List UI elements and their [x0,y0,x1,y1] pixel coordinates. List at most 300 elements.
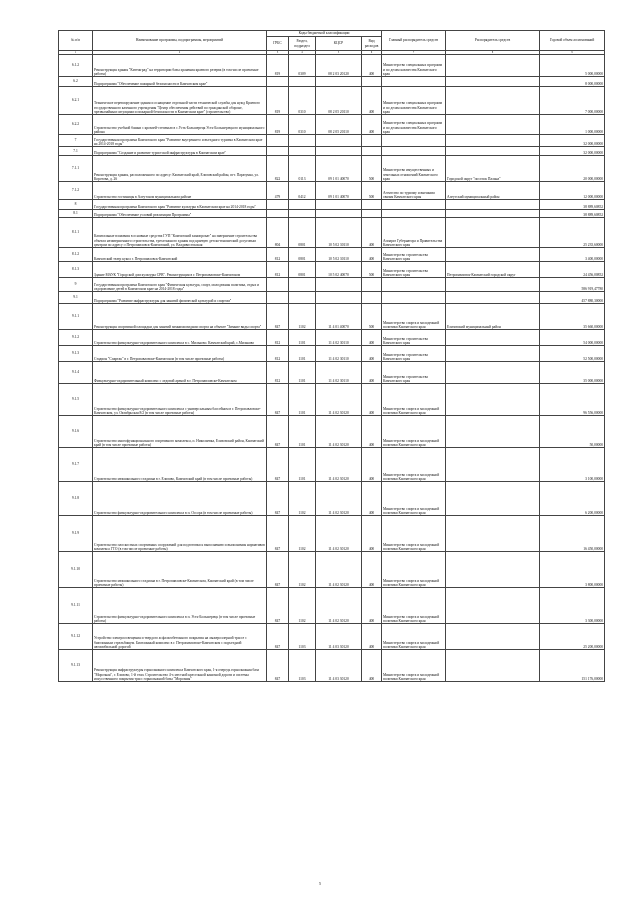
table-row [59,362,605,384]
table-row [59,552,605,588]
row-name: Государственная программа Камчатского края "Физическая культура, спорт, молодежная политика, отдых и оздоровление детей в Камчатском крае на 2014-2018 годы" [93,278,267,292]
row-ksr: 11 4 02 30120 [316,416,362,448]
row-razdel: 0309 [289,55,316,77]
table-row [59,650,605,682]
row-ksr: 11 4 02 30110 [316,346,362,362]
row-razdel: 0801 [289,248,316,262]
row-grbs: 847 [267,448,289,482]
row-vr: 400 [362,55,382,77]
row-grbs: 812 [267,330,289,346]
row-razdel [289,147,316,156]
row-main-recipient [382,200,446,210]
row-ksr: 11 4 01 40070 [316,304,362,330]
row-number: 9.1.13 [59,650,93,682]
row-main-recipient: Министерство спорта и молодежной политики Камчатского края [382,650,446,682]
row-ksr [316,200,362,210]
row-vr: 400 [362,650,382,682]
table-row [59,292,605,304]
row-number: 9.1.5 [59,384,93,416]
row-main-recipient: Министерство строительства Камчатского края [382,346,446,362]
row-ksr: 11 4 02 30110 [316,362,362,384]
row-sum: 96 556,00000 [540,384,605,416]
row-recipient [446,147,540,156]
page-number: 5 [319,881,321,886]
row-grbs [267,210,289,218]
row-razdel: 0801 [289,262,316,278]
row-vr: 400 [362,416,382,448]
row-number: 7.1.2 [59,182,93,200]
row-number: 9.1 [59,292,93,304]
header-sum: Годовой объем ассигнований [540,31,605,51]
row-vr: 400 [362,588,382,624]
row-name: Государственная программа Камчатского края "Развитие культуры в Камчатском крае на 2014-2018 годы" [93,200,267,210]
row-vr [362,278,382,292]
row-ksr: 11 4 02 30120 [316,588,362,624]
row-vr: 400 [362,516,382,552]
row-recipient [446,482,540,516]
row-grbs [267,200,289,210]
row-main-recipient: Агентство по туризму и внешним связям Камчатского края [382,182,446,200]
row-number: 6.2.1 [59,87,93,115]
row-name: Камчатский театр кукол г. Петропавловск-Камчатский [93,248,267,262]
row-name: Реконструкция спортивной площадки для занятий зимними видами спорта на объекте "Зимние виды спорта" [93,304,267,330]
row-main-recipient: Министерство спорта и молодежной политики Камчатского края [382,588,446,624]
row-sum: 6 200,00000 [540,482,605,516]
row-recipient: Алеутский муниципальный район [446,182,540,200]
column-index: 1 [59,51,93,55]
row-sum: 38 889,60852 [540,200,605,210]
row-name: Строительство учебной башни с кровлей-степенью в с.Усть-Большерецк Усть-Большерецкого муниципального района [93,115,267,135]
row-razdel: 0113 [289,156,316,182]
row-name: Строительство физкультурно-оздоровительного комплекса в п. Оссора (в том числе проектные работы) [93,482,267,516]
row-grbs: 812 [267,362,289,384]
row-main-recipient [382,210,446,218]
row-vr: 500 [362,262,382,278]
row-grbs: 847 [267,384,289,416]
row-sum: 3 400,00000 [540,248,605,262]
row-main-recipient: Министерство спорта и молодежной политики Камчатского края [382,304,446,330]
table-row [59,87,605,115]
row-recipient [446,278,540,292]
column-index: 3 [267,51,289,55]
row-main-recipient: Министерство специальных программ и по делам казачества Камчатского края [382,87,446,115]
row-razdel: 1102 [289,588,316,624]
column-index: 2 [93,51,267,55]
row-recipient [446,135,540,147]
row-recipient [446,346,540,362]
row-grbs [267,292,289,304]
row-ksr: 08 2 05 20110 [316,87,362,115]
row-sum: 52 500,00000 [540,346,605,362]
row-vr: 500 [362,304,382,330]
row-number: 9.1.3 [59,346,93,362]
row-razdel [289,77,316,87]
table-row [59,624,605,650]
row-recipient [446,55,540,77]
row-number: 7.1.1 [59,156,93,182]
row-name: Реконструкция здания "Китежград" на территории базы хранения краевого резерва (в том числе проектные работы) [93,55,267,77]
row-number: 8.1.3 [59,262,93,278]
row-name: Физкультурно-оздоровительный комплекс с ледовой ареной в г. Петропавловске-Камчатском [93,362,267,384]
row-ksr: 11 4 02 30110 [316,330,362,346]
row-number: 6.2.2 [59,115,93,135]
header-vr: Вид расходов [362,37,382,51]
row-name: Строительство многофункционального спортивного комплекса, п. Николаевка, Елизовский район, Камчатский край (в том числе проектные работы) [93,416,267,448]
row-vr [362,292,382,304]
row-main-recipient [382,147,446,156]
row-name: Здание МАУК "Городской дом культуры СРВ". Реконструкция в г. Петропавловске-Камчатском [93,262,267,278]
row-vr: 400 [362,448,382,482]
table-row [59,416,605,448]
row-number: 8.1.2 [59,248,93,262]
row-grbs: 847 [267,304,289,330]
row-grbs [267,77,289,87]
column-index: 5 [316,51,362,55]
row-main-recipient: Министерство спорта и молодежной политики Камчатского края [382,384,446,416]
row-name: Подпрограмма "Создание и развитие туристской инфраструктуры в Камчатском крае" [93,147,267,156]
table-row [59,147,605,156]
table-row [59,77,605,87]
row-grbs: 812 [267,346,289,362]
row-number: 8 [59,200,93,210]
row-vr: 400 [362,346,382,362]
row-main-recipient: Министерство строительства Камчатского края [382,262,446,278]
row-recipient [446,77,540,87]
row-vr [362,147,382,156]
row-ksr [316,210,362,218]
row-recipient [446,384,540,416]
row-grbs: 819 [267,115,289,135]
row-main-recipient: Министерство спорта и молодежной политики Камчатского края [382,416,446,448]
header-recipient: Распорядитель средств [446,31,540,51]
row-sum: 38 889,60852 [540,210,605,218]
row-name: Техническое перевооружение здания и оснащение отдельной части технической службы для нужд Краевого государственного казенного учреждения "Центр обеспечения действий по гражданской обороне, чрезвычайным ситуациям и пожарной безопасности в Камчатском крае" (строительство) [93,87,267,115]
row-sum: 35 660,00000 [540,304,605,330]
row-sum: 12 000,00000 [540,182,605,200]
column-index: 6 [362,51,382,55]
row-number: 7.1 [59,147,93,156]
row-sum: 7 000,00000 [540,87,605,115]
row-ksr: 11 4 02 30120 [316,448,362,482]
row-main-recipient: Министерство специальных программ и по делам казачества Камчатского края [382,115,446,135]
row-grbs [267,147,289,156]
row-recipient [446,588,540,624]
row-sum: 32 000,00000 [540,147,605,156]
row-razdel: 1103 [289,624,316,650]
row-ksr: 10 5 02 40070 [316,262,362,278]
row-name: Строительство межшкольного стадиона в г. Петропавловске-Камчатском, Камчатский край (в том числе проектные работы) [93,552,267,588]
row-sum: 3 100,00000 [540,448,605,482]
row-recipient [446,516,540,552]
row-main-recipient: Министерство строительства Камчатского края [382,248,446,262]
row-razdel [289,278,316,292]
row-vr [362,210,382,218]
row-razdel: 1101 [289,346,316,362]
row-sum: 586 919,47780 [540,278,605,292]
row-main-recipient: Министерство спорта и молодежной политики Камчатского края [382,516,446,552]
table-row [59,330,605,346]
row-recipient [446,210,540,218]
row-recipient [446,416,540,448]
row-recipient [446,362,540,384]
table-row [59,516,605,552]
column-index: 4 [289,51,316,55]
row-grbs: 847 [267,588,289,624]
row-grbs [267,278,289,292]
row-main-recipient: Аппарат Губернатора и Правительства Камчатского края [382,218,446,248]
row-razdel: 0310 [289,87,316,115]
row-number: 9.1.7 [59,448,93,482]
row-ksr [316,147,362,156]
row-grbs: 804 [267,218,289,248]
row-razdel: 1103 [289,650,316,682]
row-recipient [446,624,540,650]
row-grbs: 812 [267,248,289,262]
row-vr: 400 [362,624,382,650]
row-sum: 3 800,00000 [540,552,605,588]
row-grbs: 847 [267,516,289,552]
row-recipient: Елизовский муниципальный район [446,304,540,330]
row-razdel: 0310 [289,115,316,135]
row-sum: 35 000,00000 [540,362,605,384]
row-recipient [446,200,540,210]
row-razdel: 0801 [289,218,316,248]
header-grbs: ГРБС [267,37,289,51]
row-name: Подпрограмма "Обеспечение условий реализации Программы" [93,210,267,218]
row-grbs: 822 [267,156,289,182]
row-main-recipient: Министерство спорта и молодежной политики Камчатского края [382,624,446,650]
row-name: Строительство физкультурно-оздоровительного комплекса в с. Мильково. Камчатский край, с.Мильково [93,330,267,346]
row-razdel [289,200,316,210]
row-main-recipient: Министерство специальных программ и по делам казачества Камчатского края [382,55,446,77]
row-sum: 25 235,60000 [540,218,605,248]
table-row [59,182,605,200]
row-vr: 400 [362,384,382,416]
header-ksr: КЦСР [316,37,362,51]
row-main-recipient: Министерство имущественных и земельных отношений Камчатского края [382,156,446,182]
row-number: 9.1.9 [59,516,93,552]
table-row [59,448,605,482]
table-row [59,135,605,147]
row-razdel: 1102 [289,482,316,516]
row-ksr: 11 4 02 30120 [316,482,362,516]
row-recipient [446,218,540,248]
row-ksr: 09 1 01 40070 [316,182,362,200]
row-name: Строительство физкультурно-оздоровительного комплекса с универсальным бассейном в г. Петропавловске-Камчатском, ул. Октябрьская 8/2 (в том числе проектные работы) [93,384,267,416]
row-razdel: 1101 [289,362,316,384]
row-recipient: Городской округ "поселок Палана" [446,156,540,182]
row-vr: 400 [362,552,382,588]
row-recipient [446,87,540,115]
table-row [59,200,605,210]
row-grbs: 819 [267,55,289,77]
row-grbs: 847 [267,650,289,682]
table-row [59,384,605,416]
row-ksr [316,135,362,147]
row-name: Строительство плоскостных спортивных сооружений для подготовки к выполнению и выполнения нормативов комплекса ГТО (в том числе проектные работы) [93,516,267,552]
row-main-recipient: Министерство спорта и молодежной политики Камчатского края [382,448,446,482]
row-name: Стадион "Спартак" в г. Петропавловске-Камчатском (в том числе проектные работы) [93,346,267,362]
table-row [59,278,605,292]
table-row [59,210,605,218]
row-sum: 16 450,00000 [540,516,605,552]
row-grbs: 819 [267,87,289,115]
table-body [59,55,605,682]
row-razdel [289,292,316,304]
row-sum: 25 200,00000 [540,624,605,650]
row-ksr: 10 5 02 30110 [316,218,362,248]
header-razdel: Раздел, подраздел [289,37,316,51]
table-row [59,115,605,135]
row-vr [362,77,382,87]
row-main-recipient [382,278,446,292]
row-name: Устройство электроосвещения и твердого асфальтобетонного покрытия на лыжероллерной трассе с биатлонным стрельбищем. Биатлонный комплекс в г. Петропавловске-Камчатском с подъездной автомобильной дорогой [93,624,267,650]
row-grbs: 847 [267,482,289,516]
row-razdel: 1102 [289,304,316,330]
table-row [59,248,605,262]
table-row [59,55,605,77]
row-ksr: 11 4 02 30120 [316,552,362,588]
header-codes: Коды бюджетной классификации [267,31,382,37]
row-ksr: 11 4 02 30120 [316,384,362,416]
row-vr [362,135,382,147]
table-row [59,346,605,362]
row-number: 9.1.8 [59,482,93,516]
row-recipient [446,115,540,135]
row-name: Подпрограмма "Обеспечение пожарной безопасности в Камчатском крае" [93,77,267,87]
row-recipient [446,552,540,588]
row-main-recipient: Министерство спорта и молодежной политики Камчатского края [382,552,446,588]
row-name: Государственная программа Камчатского края "Развитие внутреннего и въездного туризма в Камчатском крае на 2014-2018 годы" [93,135,267,147]
header-main-recipient: Главный распорядитель средств [382,31,446,51]
row-razdel [289,135,316,147]
row-sum: 3 300,00000 [540,588,605,624]
row-number: 9.1.12 [59,624,93,650]
row-sum: 151 176,00000 [540,650,605,682]
row-name: Строительство физкультурно-оздоровительного комплекса в п. Усть-Большерецк (в том числе проектные работы) [93,588,267,624]
row-sum: 5 000,00000 [540,55,605,77]
table-row [59,156,605,182]
row-number: 9.1.6 [59,416,93,448]
row-recipient [446,248,540,262]
row-ksr [316,278,362,292]
row-name: Реконструкция инфраструктуры горнолыжного комплекса Камчатского края, 1-я очередь горнолыжная база "Морозная", г. Елизово, 1-й этап. Строительство 4-х местной кресельной канатной дороги и системы искусственного покрытия трасс горнолыжной базы "Морозная" [93,650,267,682]
row-recipient [446,448,540,482]
row-ksr: 08 2 05 20110 [316,115,362,135]
row-grbs: 847 [267,416,289,448]
row-vr [362,200,382,210]
row-main-recipient [382,292,446,304]
row-vr: 500 [362,156,382,182]
row-main-recipient: Министерство строительства Камчатского края [382,362,446,384]
row-vr: 400 [362,330,382,346]
row-grbs: 847 [267,552,289,588]
row-number: 9.1.10 [59,552,93,588]
row-razdel: 1101 [289,448,316,482]
table-row [59,482,605,516]
row-sum: 1 000,00000 [540,115,605,135]
row-grbs: 847 [267,624,289,650]
row-main-recipient: Министерство спорта и молодежной политики Камчатского края [382,482,446,516]
row-number: 6.2 [59,77,93,87]
column-index: 9 [540,51,605,55]
row-number: 8.1.1 [59,218,93,248]
row-sum: 457 880,30000 [540,292,605,304]
row-grbs: 812 [267,262,289,278]
row-vr: 400 [362,248,382,262]
row-ksr: 10 5 02 30110 [316,248,362,262]
row-ksr: 11 4 03 30120 [316,650,362,682]
row-sum: 54 000,00000 [540,330,605,346]
column-index: 8 [446,51,540,55]
row-razdel: 1101 [289,384,316,416]
header-name: Наименование программы, подпрограммы, мероприятий [93,31,267,51]
row-sum: 8 000,00000 [540,77,605,87]
row-vr: 400 [362,87,382,115]
table-row [59,588,605,624]
table-row [59,218,605,248]
row-sum: 20 000,00000 [540,156,605,182]
row-number: 6.1.2 [59,55,93,77]
row-razdel: 1102 [289,552,316,588]
row-vr: 400 [362,115,382,135]
row-grbs: 479 [267,182,289,200]
row-vr: 400 [362,218,382,248]
row-razdel: 1101 [289,416,316,448]
row-number: 9.1.11 [59,588,93,624]
row-recipient: Петропавловск-Камчатский городской округ [446,262,540,278]
table-row [59,304,605,330]
row-ksr: 08 2 03 20120 [316,55,362,77]
row-number: 7 [59,135,93,147]
row-number: 9 [59,278,93,292]
row-ksr: 11 4 03 30120 [316,624,362,650]
row-sum: 50,00000 [540,416,605,448]
table-row [59,262,605,278]
row-name: Строительство межшкольного стадиона в г. Елизово, Камчатский край (в том числе проектные работы) [93,448,267,482]
row-main-recipient: Министерство строительства Камчатского края [382,330,446,346]
row-number: 8.1 [59,210,93,218]
row-vr: 500 [362,182,382,200]
row-razdel [289,210,316,218]
row-sum: 24 456,00852 [540,262,605,278]
row-ksr [316,77,362,87]
row-name: Капитальные вложения в основные средства ГУП "Камчатский кинопрокат" на завершение строительства объекта незавершенного строительства, трехэтажного здания под краевую детско-юношеский досуговым центром по адресу: г.Петропавловск-Камчатский, ул. Владивостокская [93,218,267,248]
row-vr: 400 [362,482,382,516]
row-main-recipient [382,77,446,87]
row-name: Реконструкция здания, расположенного по адресу: Камчатский край, Елизовский район, пгт. Паратунка, ул. Коротова, д. 26 [93,156,267,182]
row-sum: 32 000,00000 [540,135,605,147]
column-index: 7 [382,51,446,55]
row-razdel: 1102 [289,516,316,552]
row-vr: 400 [362,362,382,384]
row-ksr [316,292,362,304]
row-ksr: 09 1 01 40070 [316,156,362,182]
row-recipient [446,650,540,682]
row-name: Подпрограмма "Развитие инфраструктуры для занятий физической культурой и спортом" [93,292,267,304]
row-number: 9.1.1 [59,304,93,330]
row-name: Строительство гостиницы в Алеутском муниципальном районе [93,182,267,200]
row-main-recipient [382,135,446,147]
row-number: 9.1.4 [59,362,93,384]
budget-table [58,30,605,682]
header-num: № п/п [59,31,93,51]
row-razdel: 0412 [289,182,316,200]
row-recipient [446,292,540,304]
row-number: 9.1.2 [59,330,93,346]
row-razdel: 1101 [289,330,316,346]
row-grbs [267,135,289,147]
